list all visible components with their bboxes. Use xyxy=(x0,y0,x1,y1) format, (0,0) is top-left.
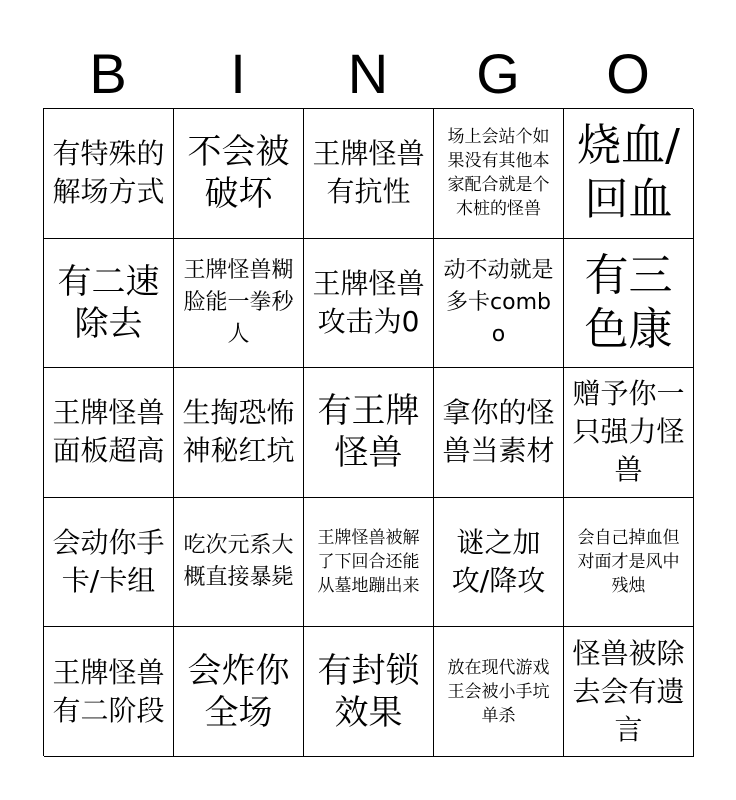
bingo-cell[interactable] xyxy=(44,498,174,628)
bingo-cell-text: 会炸你全场 xyxy=(187,650,290,733)
bingo-cell-text: 赠予你一只强力怪兽 xyxy=(572,377,685,487)
header-letter-o: O xyxy=(606,42,650,105)
bingo-cell[interactable] xyxy=(174,109,304,239)
bingo-cell-text: 场上会站个如果没有其他本家配合就是个木桩的怪兽 xyxy=(447,127,550,220)
bingo-cell-text: 动不动就是多卡combo xyxy=(443,257,554,347)
bingo-cell-text: 有封锁效果 xyxy=(317,650,420,733)
bingo-cell[interactable] xyxy=(304,368,434,498)
header-letter-n: N xyxy=(347,42,389,105)
bingo-board xyxy=(43,108,693,756)
bingo-cell-text: 拿你的怪兽当素材 xyxy=(442,396,555,468)
bingo-cell-text: 有特殊的解场方式 xyxy=(52,137,165,209)
bingo-cell-text: 会自己掉血但对面才是风中残烛 xyxy=(577,528,680,597)
bingo-cell-text: 王牌怪兽有抗性 xyxy=(312,137,425,209)
bingo-cell-text: 不会被破坏 xyxy=(187,132,290,215)
bingo-cell-text: 王牌怪兽有二阶段 xyxy=(52,655,165,727)
bingo-cell-text: 生掏恐怖神秘红坑 xyxy=(182,396,295,468)
bingo-cell-text: 王牌怪兽糊脸能一拳秒人 xyxy=(183,257,294,347)
bingo-cell[interactable] xyxy=(434,109,564,239)
header-letter-i: I xyxy=(230,42,246,105)
bingo-cell-text: 有二速除去 xyxy=(57,261,160,344)
bingo-cell[interactable] xyxy=(174,368,304,498)
bingo-cell-text: 吃次元系大概直接暴毙 xyxy=(183,533,294,591)
bingo-cell[interactable] xyxy=(564,368,694,498)
header-letter-g: G xyxy=(476,42,520,105)
bingo-cell[interactable] xyxy=(44,109,174,239)
bingo-cell-text: 有王牌怪兽 xyxy=(317,391,420,474)
bingo-cell-text: 会动你手卡/卡组 xyxy=(52,526,165,598)
header-letter-b: B xyxy=(89,42,127,105)
bingo-cell-text: 王牌怪兽被解了下回合还能从墓地蹦出来 xyxy=(317,528,420,597)
bingo-cell[interactable] xyxy=(304,498,434,628)
bingo-cell-text: 王牌怪兽攻击为0 xyxy=(312,266,425,338)
bingo-cell[interactable] xyxy=(564,498,694,628)
bingo-cell[interactable] xyxy=(304,627,434,757)
bingo-cell[interactable] xyxy=(304,239,434,369)
bingo-cell[interactable] xyxy=(564,109,694,239)
bingo-cell[interactable] xyxy=(434,627,564,757)
bingo-cell[interactable] xyxy=(174,498,304,628)
bingo-cell[interactable] xyxy=(434,239,564,369)
bingo-cell[interactable] xyxy=(434,498,564,628)
bingo-cell[interactable] xyxy=(174,627,304,757)
bingo-cell-text: 烧血/回血 xyxy=(577,120,680,226)
bingo-cell[interactable] xyxy=(564,239,694,369)
bingo-cell-text: 谜之加攻/降攻 xyxy=(451,526,546,598)
bingo-cell[interactable] xyxy=(434,368,564,498)
bingo-cell-text: 怪兽被除去会有遗言 xyxy=(572,636,685,746)
bingo-cell-text: 有三色康 xyxy=(584,249,673,355)
bingo-cell[interactable] xyxy=(44,239,174,369)
bingo-cell[interactable] xyxy=(304,109,434,239)
bingo-cell[interactable] xyxy=(174,239,304,369)
bingo-cell[interactable] xyxy=(44,368,174,498)
bingo-cell-text: 放在现代游戏王会被小手坑单杀 xyxy=(447,657,550,726)
bingo-cell[interactable] xyxy=(44,627,174,757)
bingo-cell-text: 王牌怪兽面板超高 xyxy=(52,396,165,468)
bingo-cell[interactable] xyxy=(564,627,694,757)
bingo-header xyxy=(43,40,693,108)
